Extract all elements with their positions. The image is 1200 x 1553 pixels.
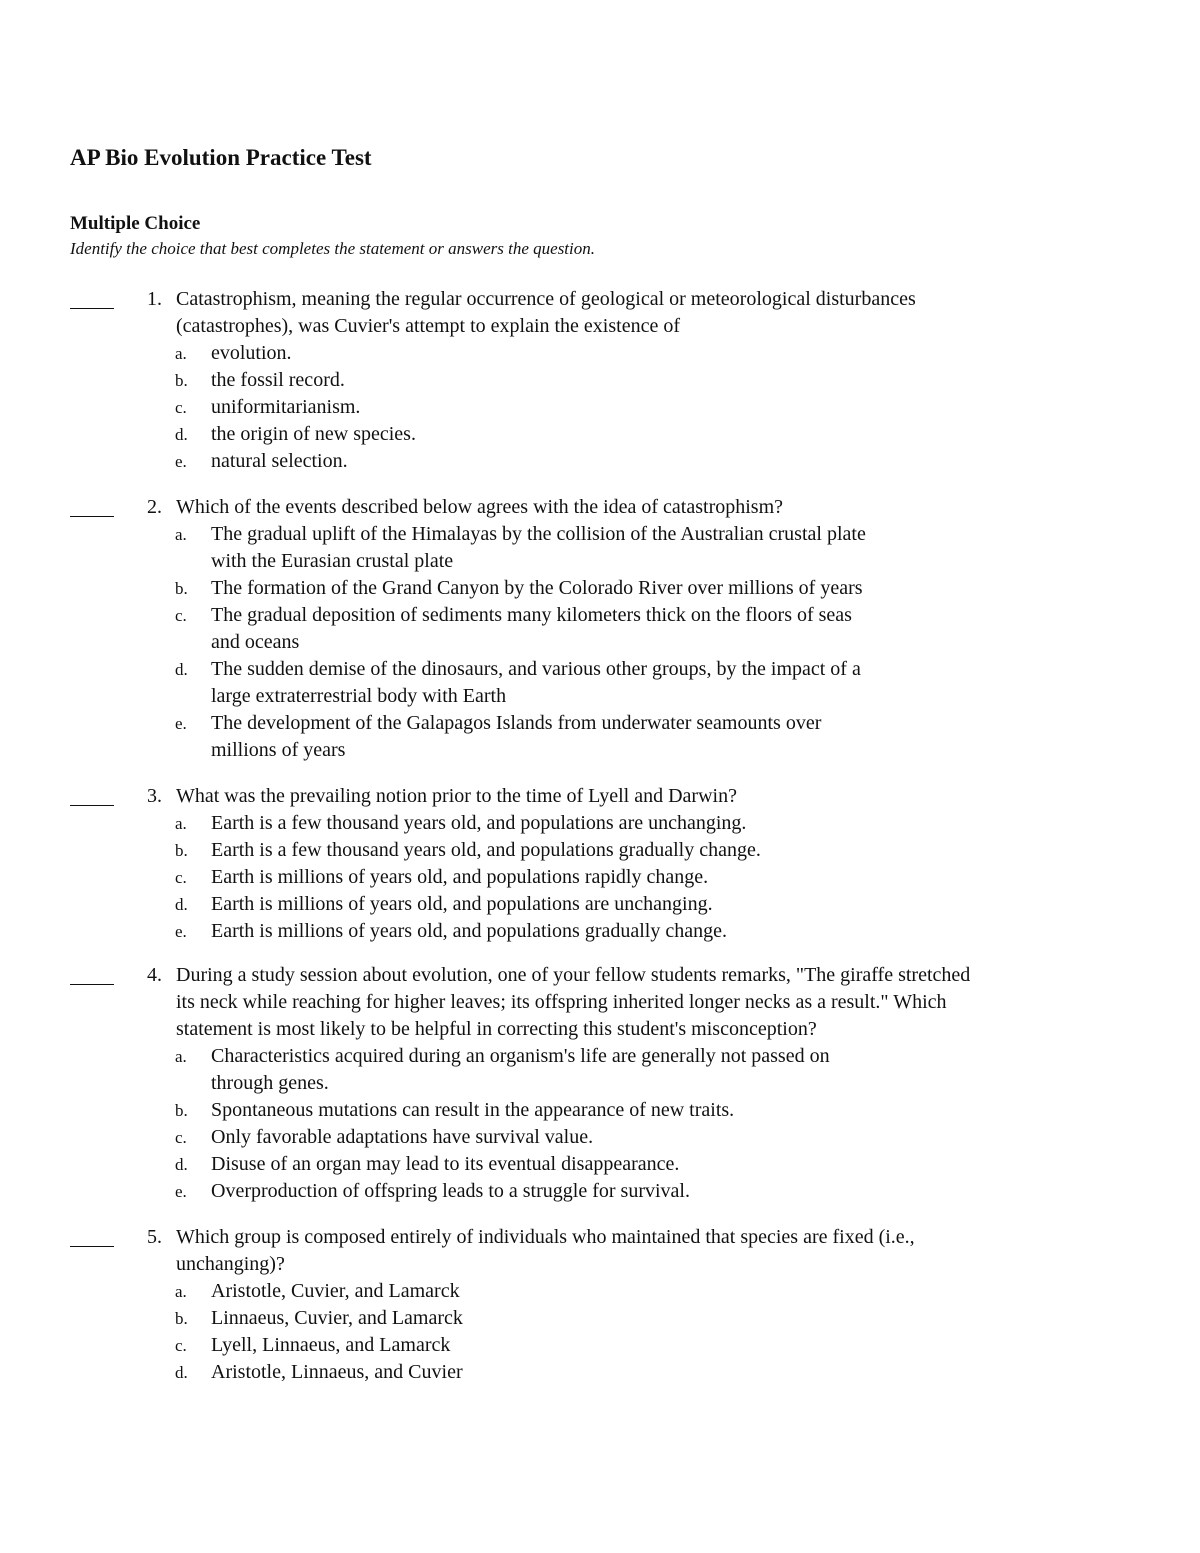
option-letter: a. [175, 344, 187, 363]
answer-option [175, 1305, 991, 1332]
option-letter: b. [175, 1309, 188, 1328]
option-text: Disuse of an organ may lead to its eventual disappearance. [211, 1153, 680, 1175]
option-letter: a. [175, 1282, 187, 1301]
option-text: Characteristics acquired during an organism's life are generally not passed on through genes. [211, 1045, 830, 1094]
answer-option [175, 421, 991, 448]
option-letter: e. [175, 1182, 187, 1201]
option-letter: e. [175, 922, 187, 941]
answer-blank[interactable] [70, 783, 114, 806]
answer-option [175, 656, 991, 710]
answer-blank[interactable] [70, 962, 114, 985]
option-text: The gradual uplift of the Himalayas by the collision of the Australian crustal plate with the Eurasian crustal plate [211, 523, 866, 572]
option-text: Earth is a few thousand years old, and populations are unchanging. [211, 812, 747, 834]
option-text: The formation of the Grand Canyon by the Colorado River over millions of years [211, 577, 863, 599]
option-letter: b. [175, 579, 188, 598]
option-text: the origin of new species. [211, 423, 416, 445]
answer-option [175, 837, 991, 864]
question-2 [0, 494, 1200, 764]
question-stem: Catastrophism, meaning the regular occurrence of geological or meteorological disturbances (catastrophes), was Cuvier's attempt to explain the existence of [176, 288, 916, 337]
question-number: 1. [147, 288, 162, 310]
option-letter: a. [175, 525, 187, 544]
answer-option [175, 367, 991, 394]
question-stem: Which of the events described below agrees with the idea of catastrophism? [176, 496, 784, 518]
answer-options [0, 1278, 1200, 1386]
page-title: AP Bio Evolution Practice Test [70, 145, 372, 170]
option-letter: a. [175, 1047, 187, 1066]
answer-blank[interactable] [70, 286, 114, 309]
option-letter: d. [175, 660, 188, 679]
option-letter: e. [175, 714, 187, 733]
answer-option [175, 448, 991, 475]
option-letter: d. [175, 895, 188, 914]
option-text: Earth is millions of years old, and populations are unchanging. [211, 893, 713, 915]
answer-option [175, 864, 991, 891]
answer-option [175, 891, 991, 918]
answer-option [175, 1097, 991, 1124]
option-text: Earth is a few thousand years old, and populations gradually change. [211, 839, 761, 861]
answer-option [175, 340, 991, 367]
answer-option [175, 1043, 991, 1097]
answer-options [0, 1043, 1200, 1205]
answer-option [175, 710, 991, 764]
option-text: Overproduction of offspring leads to a struggle for survival. [211, 1180, 690, 1202]
option-letter: c. [175, 1336, 187, 1355]
answer-option [175, 521, 991, 575]
question-number: 3. [147, 785, 162, 807]
option-letter: b. [175, 1101, 188, 1120]
option-letter: d. [175, 1363, 188, 1382]
option-text: Only favorable adaptations have survival value. [211, 1126, 594, 1148]
answer-option [175, 1151, 991, 1178]
option-letter: d. [175, 425, 188, 444]
answer-options [0, 340, 1200, 475]
option-letter: c. [175, 1128, 187, 1147]
option-text: evolution. [211, 342, 292, 364]
option-text: Spontaneous mutations can result in the appearance of new traits. [211, 1099, 735, 1121]
question-3 [0, 783, 1200, 945]
option-text: Earth is millions of years old, and populations rapidly change. [211, 866, 709, 888]
option-letter: b. [175, 841, 188, 860]
option-text: Earth is millions of years old, and populations gradually change. [211, 920, 727, 942]
answer-option [175, 394, 991, 421]
option-text: uniformitarianism. [211, 396, 361, 418]
option-letter: e. [175, 452, 187, 471]
answer-option [175, 1178, 991, 1205]
section-heading: Multiple Choice [70, 213, 201, 234]
question-number: 5. [147, 1226, 162, 1248]
answer-options [0, 810, 1200, 945]
option-text: natural selection. [211, 450, 348, 472]
answer-blank[interactable] [70, 494, 114, 517]
question-1 [0, 286, 1200, 475]
question-stem: Which group is composed entirely of individuals who maintained that species are fixed (i.e., unchanging)? [176, 1226, 915, 1275]
option-letter: b. [175, 371, 188, 390]
question-4 [0, 962, 1200, 1205]
answer-option [175, 1278, 991, 1305]
answer-option [175, 1332, 991, 1359]
option-text: The development of the Galapagos Islands from underwater seamounts over millions of years [211, 712, 822, 761]
answer-option [175, 1124, 991, 1151]
question-stem: What was the prevailing notion prior to the time of Lyell and Darwin? [176, 785, 737, 807]
option-letter: c. [175, 398, 187, 417]
option-text: Lyell, Linnaeus, and Lamarck [211, 1334, 451, 1356]
option-letter: d. [175, 1155, 188, 1174]
option-text: Aristotle, Cuvier, and Lamarck [211, 1280, 460, 1302]
question-5 [0, 1224, 1200, 1386]
answer-option [175, 602, 991, 656]
option-text: The sudden demise of the dinosaurs, and various other groups, by the impact of a large extraterrestrial body with Earth [211, 658, 861, 707]
answer-option [175, 1359, 991, 1386]
question-number: 2. [147, 496, 162, 518]
answer-option [175, 810, 991, 837]
section-instructions: Identify the choice that best completes the statement or answers the question. [70, 239, 595, 258]
question-stem: During a study session about evolution, one of your fellow students remarks, "The giraffe stretched its neck while reaching for higher leaves; its offspring inherited longer necks as a result." Which statement is most likely to be helpful in correcting this student's misconception? [176, 964, 971, 1040]
option-text: The gradual deposition of sediments many kilometers thick on the floors of seas and oceans [211, 604, 852, 653]
answer-blank[interactable] [70, 1224, 114, 1247]
answer-options [0, 521, 1200, 764]
question-number: 4. [147, 964, 162, 986]
option-letter: a. [175, 814, 187, 833]
option-text: Aristotle, Linnaeus, and Cuvier [211, 1361, 463, 1383]
option-letter: c. [175, 868, 187, 887]
option-text: Linnaeus, Cuvier, and Lamarck [211, 1307, 463, 1329]
answer-option [175, 575, 991, 602]
option-letter: c. [175, 606, 187, 625]
option-text: the fossil record. [211, 369, 345, 391]
answer-option [175, 918, 991, 945]
